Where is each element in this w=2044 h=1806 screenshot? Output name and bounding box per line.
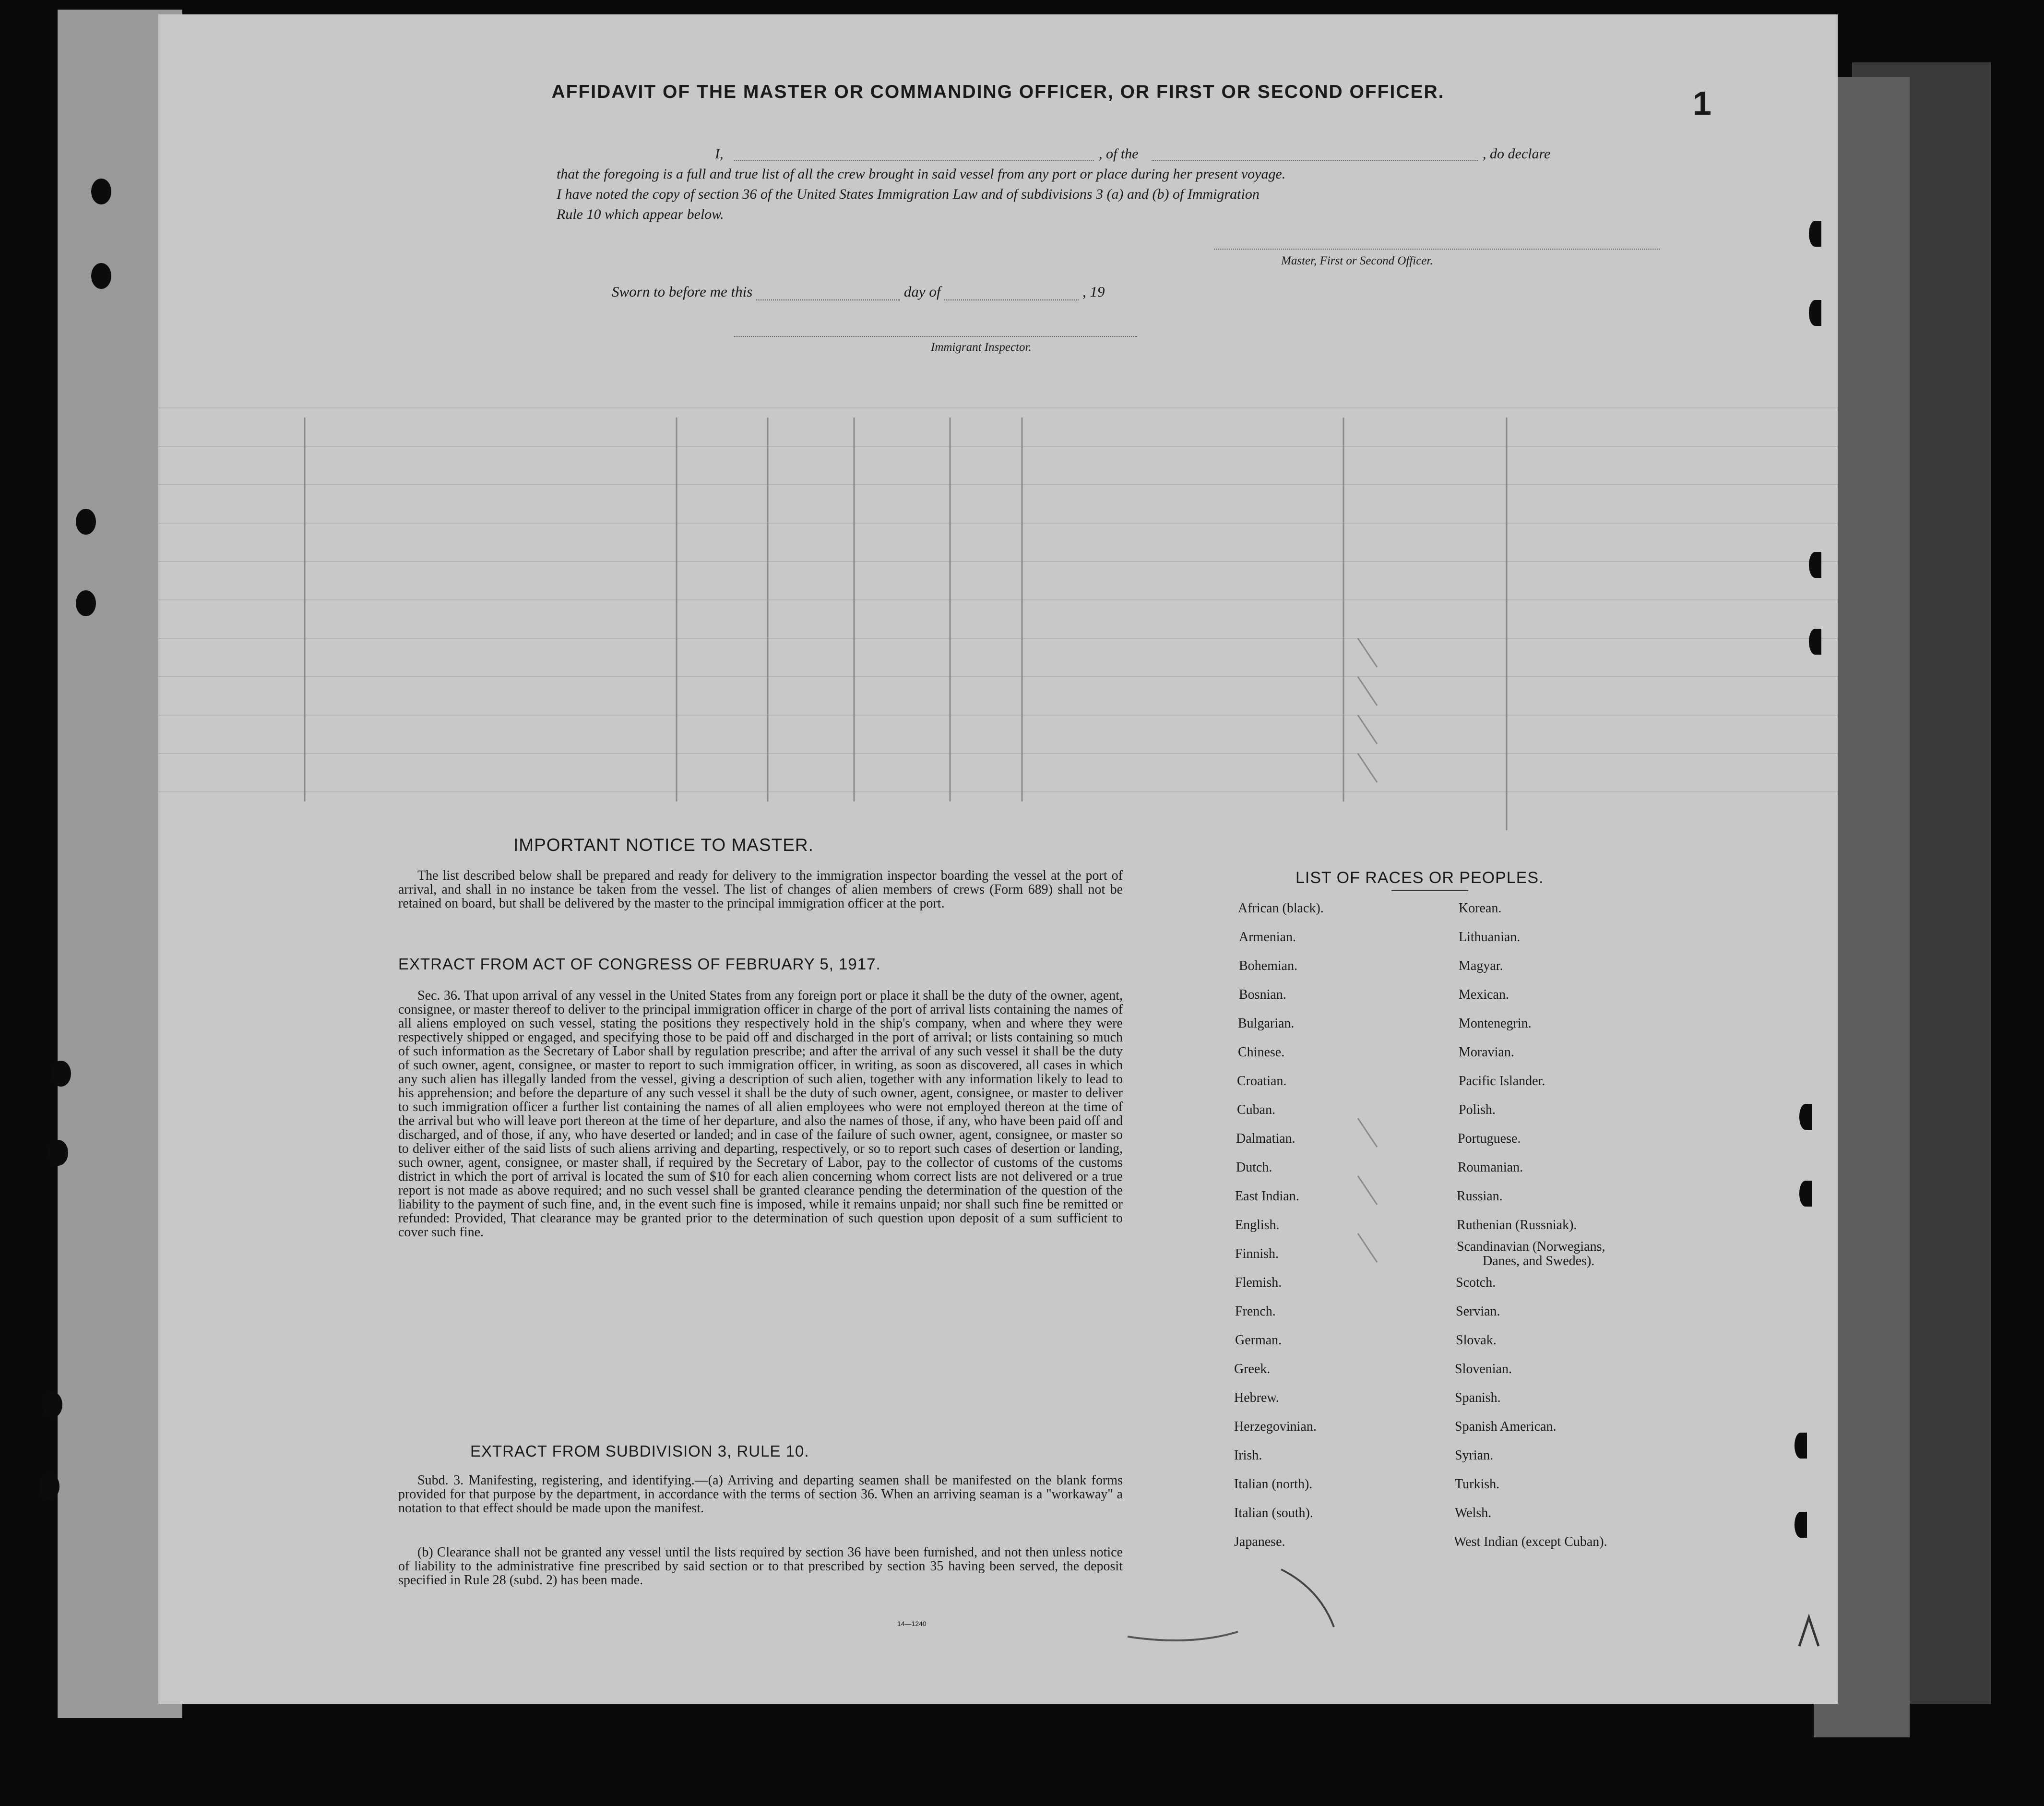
race-right-item: Pacific Islander. xyxy=(1459,1074,1545,1088)
year-prefix: , 19 xyxy=(1082,283,1105,300)
race-left-item: Greek. xyxy=(1234,1362,1271,1376)
binder-hole-icon xyxy=(1799,1104,1812,1130)
race-left-item: East Indian. xyxy=(1235,1189,1299,1204)
race-left-item: Chinese. xyxy=(1238,1045,1285,1060)
binder-hole-icon xyxy=(1809,221,1821,247)
race-left-item: Dutch. xyxy=(1236,1160,1272,1175)
race-right-item: Servian. xyxy=(1456,1304,1500,1319)
rule-extract-para-b: (b) Clearance shall not be granted any vessel until the lists required by section 36 have been furnished, and not then unless notice of liability to the administrative fine prescribed by said section or to that prescribed by section 35 having been served, the deposit specified in Rule 28 (subd. 2) has been made. xyxy=(398,1545,1123,1588)
race-left-item: Herzegovinian. xyxy=(1234,1419,1317,1434)
sworn-prefix: Sworn to before me this xyxy=(612,283,753,300)
race-left-item: Cuban. xyxy=(1237,1102,1276,1117)
race-right-item: Polish. xyxy=(1459,1102,1496,1117)
pencil-marks xyxy=(158,14,1838,1704)
race-right-item: Syrian. xyxy=(1455,1448,1494,1463)
race-right-item: Slovak. xyxy=(1456,1333,1497,1348)
race-left-item: Italian (north). xyxy=(1234,1477,1313,1492)
binder-hole-icon xyxy=(76,590,96,616)
race-left-item: Italian (south). xyxy=(1234,1506,1313,1520)
race-right-item: Spanish. xyxy=(1455,1390,1501,1405)
day-of-label: day of xyxy=(903,283,941,300)
race-right-item: Magyar. xyxy=(1459,958,1503,973)
folio-mark: 1 xyxy=(1693,84,1711,122)
race-right-item: Portuguese. xyxy=(1458,1131,1521,1146)
race-left-item: English. xyxy=(1235,1218,1280,1232)
inspector-label: Immigrant Inspector. xyxy=(931,341,1032,354)
affidavit-title: AFFIDAVIT OF THE MASTER OR COMMANDING OFFICER, OR FIRST OR SECOND OFFICER. xyxy=(551,82,1445,102)
declarant-label: I, xyxy=(715,146,724,162)
race-left-item: Finnish. xyxy=(1235,1246,1279,1261)
race-left-item: Bulgarian. xyxy=(1238,1016,1295,1031)
do-declare-label: , do declare xyxy=(1483,146,1551,162)
race-left-item: Hebrew. xyxy=(1234,1390,1279,1405)
race-right-item: Russian. xyxy=(1457,1189,1503,1204)
rule-extract-para-a: Subd. 3. Manifesting, registering, and identifying.—(a) Arriving and departing seamen shall be manifested on the blank forms provided for that purpose by the department, in accordance with the terms of section 36. When an arriving seaman is a "workaway" a notation to that effect should be made upon the manifest. xyxy=(398,1473,1123,1516)
binder-hole-icon xyxy=(1809,300,1821,326)
binder-hole-icon xyxy=(1794,1433,1807,1459)
race-right-item: Scotch. xyxy=(1456,1275,1496,1290)
affidavit-line-4: Rule 10 which appear below. xyxy=(557,206,724,222)
race-left-item: Armenian. xyxy=(1239,930,1296,945)
race-right-item: Danes, and Swedes). xyxy=(1483,1254,1595,1268)
binder-hole-icon xyxy=(48,1140,68,1166)
of-the-label: , of the xyxy=(1099,146,1139,162)
form-number: 14—1240 xyxy=(897,1620,927,1627)
binder-hole-icon xyxy=(1799,1181,1812,1207)
affidavit-line-3: I have noted the copy of section 36 of the United States Immigration Law and of subdivisions 3 (a) and (b) of Immigration xyxy=(557,186,1260,202)
race-left-item: Croatian. xyxy=(1237,1074,1287,1088)
binder-hole-icon xyxy=(91,179,111,204)
race-right-item: Welsh. xyxy=(1455,1506,1492,1520)
notice-title: IMPORTANT NOTICE TO MASTER. xyxy=(513,835,814,855)
act-extract-body: Sec. 36. That upon arrival of any vessel in the United States from any foreign port or place it shall be the duty of the owner, agent, consignee, or master thereof to deliver to the principal immigration officer in charge of the port of arrival lists containing the names of all aliens employed on such vessel, stating the positions they respectively hold in the ship's company, when and where they were respectively shipped or engaged, and specifying those to be paid off and discharged in the port of arrival; or lists containing so much of such information as the Secretary of Labor shall by regulation prescribe; and after the arrival of any such vessel it shall be the duty of such owner, agent, consignee, or master to report to such immigration officer, in writing, as soon as discovered, all cases in which any such alien has illegally landed from the vessel, giving a description of such alien, together with any information likely to lead to his apprehension; and before the departure of any such vessel it shall be the duty of such owner, agent, consignee, or master to deliver to such immigration officer a further list containing the names of all alien employees who were not employed thereon at the time of the arrival but who will leave port thereon at the time of her departure, and also the names of those, if any, who have been paid off and discharged, and of those, if any, who have deserted or landed; and in case of the failure of such owner, agent, consignee, or master so to deliver either of the said lists of such aliens arriving and departing, respectively, or so to report such cases of desertion or landing, such owner, agent, consignee, or master shall, if required by the Secretary of Labor, pay to the collector of customs of the customs district in which the port of arrival is located the sum of $10 for each alien concerning whom correct lists are not delivered or a true report is not made as above required; and no such vessel shall be granted clearance pending the determination of the question of the liability to the payment of such fine, and, in the event such fine is imposed, while it remains unpaid; nor shall such fine be remitted or refunded: Provided, That clearance may be granted prior to the determination of such question upon deposit of a sum sufficient to cover such fine. xyxy=(398,988,1123,1240)
race-right-item: Mexican. xyxy=(1459,987,1509,1002)
race-right-item: Slovenian. xyxy=(1455,1362,1512,1376)
race-left-item: Flemish. xyxy=(1235,1275,1282,1290)
binder-hole-icon xyxy=(1809,552,1821,578)
binder-hole-icon xyxy=(39,1473,59,1499)
race-right-item: Montenegrin. xyxy=(1459,1016,1532,1031)
race-left-item: Dalmatian. xyxy=(1236,1131,1295,1146)
race-right-item: Korean. xyxy=(1459,901,1502,916)
binder-hole-icon xyxy=(51,1061,71,1087)
race-right-item: West Indian (except Cuban). xyxy=(1454,1534,1607,1549)
race-right-item: Scandinavian (Norwegians, xyxy=(1457,1239,1605,1254)
race-left-item: Japanese. xyxy=(1234,1534,1285,1549)
race-left-item: Irish. xyxy=(1234,1448,1262,1463)
race-left-item: Bohemian. xyxy=(1239,958,1298,973)
signature-label: Master, First or Second Officer. xyxy=(1281,254,1433,267)
race-right-item: Turkish. xyxy=(1455,1477,1500,1492)
manifest-page xyxy=(158,14,1838,1704)
affidavit-line-2: that the foregoing is a full and true list of all the crew brought in said vessel from any port or place during her present voyage. xyxy=(557,166,1286,182)
race-right-item: Lithuanian. xyxy=(1459,930,1521,945)
binder-hole-icon xyxy=(1794,1512,1807,1538)
binder-hole-icon xyxy=(76,509,96,535)
race-right-item: Moravian. xyxy=(1459,1045,1514,1060)
race-right-item: Spanish American. xyxy=(1455,1419,1557,1434)
race-right-item: Roumanian. xyxy=(1458,1160,1523,1175)
binder-hole-icon xyxy=(1809,629,1821,655)
rule-extract-title: EXTRACT FROM SUBDIVISION 3, RULE 10. xyxy=(470,1442,809,1460)
races-title: LIST OF RACES OR PEOPLES. xyxy=(1295,869,1544,887)
race-left-item: French. xyxy=(1235,1304,1276,1319)
race-left-item: Bosnian. xyxy=(1239,987,1286,1002)
race-left-item: African (black). xyxy=(1238,901,1324,916)
race-right-item: Ruthenian (Russniak). xyxy=(1457,1218,1577,1232)
binder-hole-icon xyxy=(91,263,111,289)
race-left-item: German. xyxy=(1235,1333,1282,1348)
binder-hole-icon xyxy=(42,1392,62,1418)
act-extract-title: EXTRACT FROM ACT OF CONGRESS OF FEBRUARY 5, 1917. xyxy=(398,955,881,973)
notice-body: The list described below shall be prepared and ready for delivery to the immigration inspector boarding the vessel at the port of arrival, and shall in no instance be taken from the vessel. The list of changes of alien members of crews (Form 689) shall not be retained on board, but shall be delivered by the master to the principal immigration officer at the port. xyxy=(398,868,1123,911)
